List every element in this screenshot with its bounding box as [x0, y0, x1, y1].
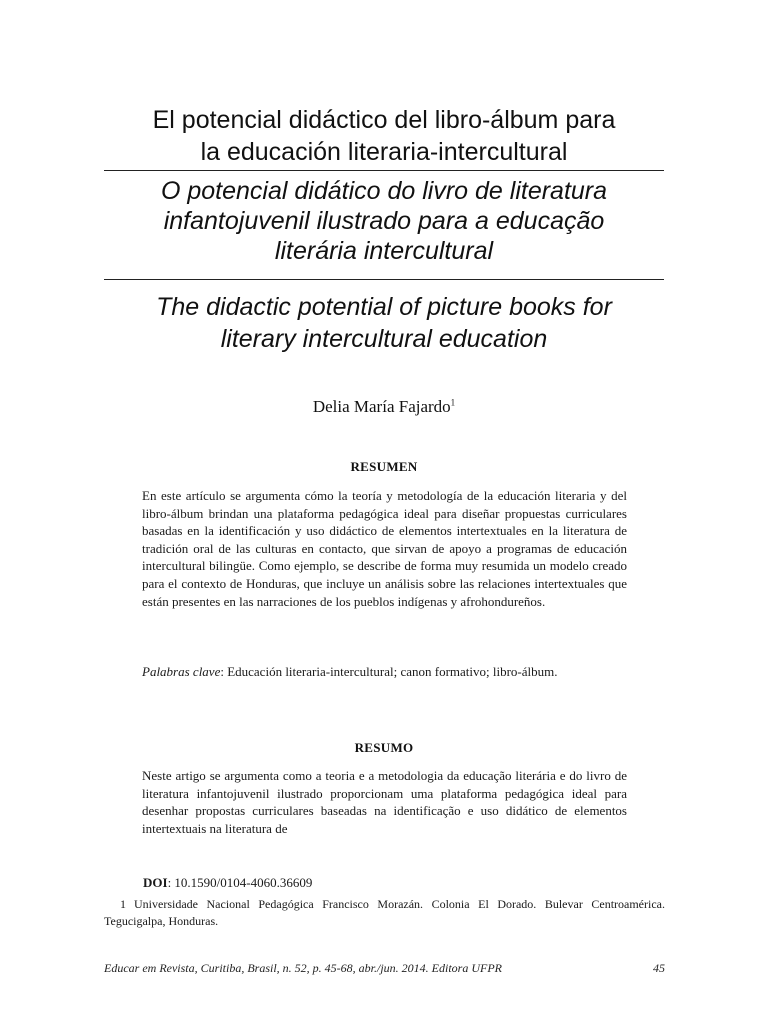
keywords-label: Palabras clave: [142, 664, 221, 679]
title-divider-2: [104, 279, 664, 280]
doi-value[interactable]: : 10.1590/0104-4060.36609: [167, 875, 313, 890]
keywords-text: : Educación literaria-intercultural; canon formativo; libro-álbum.: [220, 664, 558, 679]
page-number: 45: [653, 961, 665, 975]
author-footnote-ref[interactable]: 1: [450, 397, 456, 408]
resumo-heading: RESUMO: [354, 740, 414, 755]
page-footer: [104, 961, 665, 976]
resumo-body: Neste artigo se argumenta como a teoria e a metodologia da educação literária e do livro de literatura infantojuvenil ilustrado proporcionam uma plataforma pedagógica ideal para desenhar propostas curriculares baseadas na identificação e uso didático de elementos intertextuais na literatura de: [142, 768, 627, 836]
footer-citation: Educar em Revista, Curitiba, Brasil, n. 52, p. 45-68, abr./jun. 2014. Editora UFPR: [104, 961, 502, 975]
author-line: [104, 397, 664, 417]
title-english-line-1: The didactic potential of picture books for: [156, 293, 612, 321]
footnote-number: 1: [120, 897, 126, 911]
resumen-heading: RESUMEN: [350, 459, 418, 474]
title-portuguese: [104, 176, 664, 266]
doi-label: DOI: [143, 875, 168, 890]
title-english: [104, 291, 664, 355]
title-english-line-2: literary intercultural education: [220, 325, 548, 353]
title-portuguese-line-2: infantojuvenil ilustrado para a educação: [163, 207, 605, 235]
resumen-body: En este artículo se argumenta cómo la teoría y metodología de la educación literaria y del libro-álbum brindan una plataforma pedagógica ideal para diseñar propuestas curriculares basadas en la identificación y uso didáctico de elementos intertextuales en la literatura de tradición oral de las culturas en contacto, que sirvan de apoyo a programas de educación intercultural bilingüe. Como ejemplo, se describe de forma muy resumida un modelo creado para el contexto de Honduras, que incluye un análisis sobre las relaciones intertextuales que están presentes en las narraciones de los pueblos indígenas y afrohondureños.: [142, 488, 627, 609]
author-name: Delia María Fajardo: [312, 397, 451, 416]
title-spanish-line-1: El potencial didáctico del libro-álbum para: [152, 106, 616, 134]
footnote-1: [104, 896, 665, 930]
title-portuguese-line-3: literária intercultural: [274, 237, 494, 265]
title-spanish: [104, 104, 664, 168]
title-spanish-line-2: la educación literaria-intercultural: [200, 138, 568, 166]
footnote-text: Universidade Nacional Pedagógica Francisco Morazán. Colonia El Dorado. Bulevar Centroamérica. Tegucigalpa, Honduras.: [104, 897, 665, 928]
title-divider-1: [104, 170, 664, 171]
doi-line: [143, 875, 312, 891]
title-portuguese-line-1: O potencial didático do livro de literatura: [160, 177, 608, 205]
resumen-keywords: [142, 663, 627, 681]
